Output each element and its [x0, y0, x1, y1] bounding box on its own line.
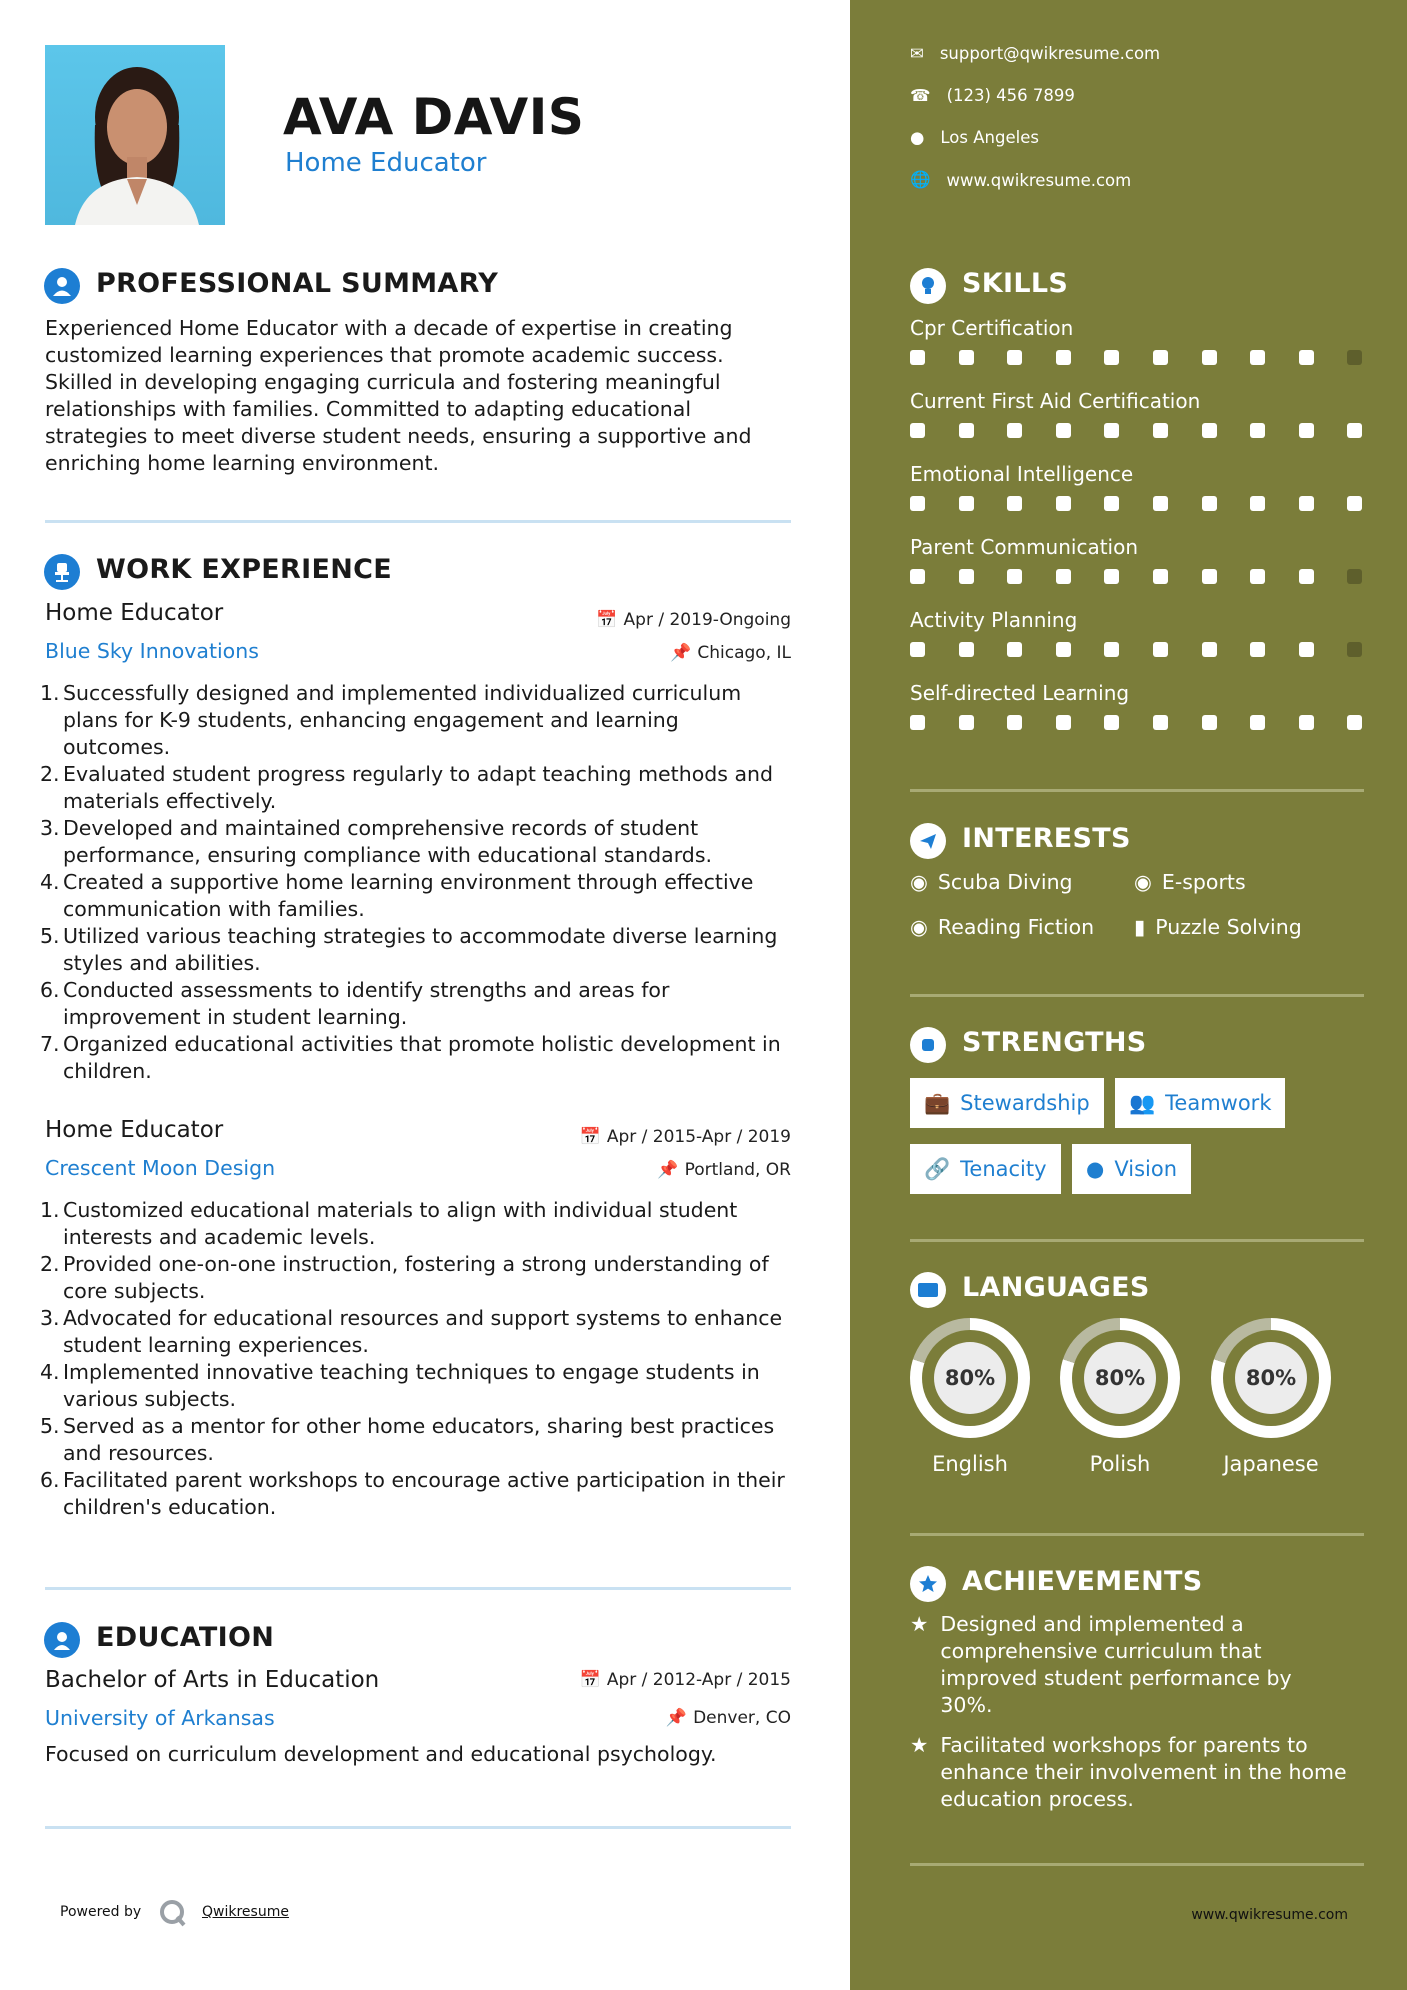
- interest-item: [910, 915, 1094, 939]
- school: University of Arkansas: [45, 1706, 275, 1730]
- divider: [910, 789, 1364, 792]
- responsibility-text: Advocated for educational resources and support systems to enhance student learning experiences.: [63, 1306, 783, 1357]
- divider: [910, 1533, 1364, 1536]
- language-item: [910, 1318, 1030, 1476]
- location-text: Los Angeles: [940, 128, 1039, 147]
- rating-dot: [1007, 496, 1022, 511]
- skill-item: [910, 608, 1370, 681]
- contact-location: [910, 128, 1039, 147]
- rating-dot: [910, 569, 925, 584]
- book-icon: ▮: [1134, 915, 1146, 939]
- responsibility-text: Developed and maintained comprehensive records of student performance, ensuring compliance with educational standards.: [63, 816, 713, 867]
- responsibility-item: [40, 1197, 790, 1251]
- strength-label: Vision: [1114, 1157, 1177, 1181]
- job-dates-text: Apr / 2015-Apr / 2019: [606, 1127, 791, 1147]
- rating-dot: [1104, 715, 1119, 730]
- achievement-item: [910, 1732, 1350, 1813]
- item-number: 2.: [40, 1252, 60, 1276]
- rating-dot: [910, 642, 925, 657]
- responsibility-item: [40, 923, 790, 977]
- rating-dot: [959, 423, 974, 438]
- phone-icon: ☎: [910, 86, 931, 105]
- rating-dot: [1007, 715, 1022, 730]
- envelope-icon: ✉: [910, 44, 924, 63]
- job-location: [670, 643, 791, 663]
- candidate-name: AVA DAVIS: [283, 88, 585, 146]
- summary-heading: PROFESSIONAL SUMMARY: [96, 268, 499, 299]
- rating-dot: [1202, 569, 1217, 584]
- rating-dot: [1299, 642, 1314, 657]
- language-item: [1060, 1318, 1180, 1476]
- summary-text: Experienced Home Educator with a decade of expertise in creating customized learning experiences that promote academic success. Skilled in developing engaging curricula and fostering meaningful relationships with families. Committed to adapting educational strategies to meet diverse student needs, ensuring a supportive and enriching home learning environment.: [45, 316, 752, 475]
- job-location: [657, 1160, 791, 1180]
- education-heading: EDUCATION: [96, 1622, 275, 1653]
- rating-dot: [1347, 496, 1362, 511]
- skill-rating: [910, 642, 1370, 657]
- rating-dot: [1153, 350, 1168, 365]
- rating-dot: [1202, 496, 1217, 511]
- divider: [910, 994, 1364, 997]
- pin-icon: 📌: [670, 643, 692, 663]
- rating-dot: [1202, 423, 1217, 438]
- item-number: 4.: [40, 1360, 60, 1384]
- skill-name: Cpr Certification: [910, 316, 1074, 340]
- responsibility-text: Served as a mentor for other home educators, sharing best practices and resources.: [63, 1414, 775, 1465]
- skill-rating: [910, 350, 1370, 365]
- calendar-icon: 📅: [579, 1670, 601, 1690]
- interests-heading: INTERESTS: [962, 823, 1131, 854]
- language-percent: 80%: [934, 1342, 1006, 1414]
- rating-dot: [1153, 642, 1168, 657]
- rating-dot: [1104, 350, 1119, 365]
- profile-photo: [45, 45, 225, 225]
- rating-dot: [1250, 715, 1265, 730]
- rating-dot: [1250, 569, 1265, 584]
- skill-item: [910, 462, 1370, 535]
- skill-item: [910, 389, 1370, 462]
- job-dates: [580, 1127, 791, 1147]
- rating-dot: [910, 350, 925, 365]
- strength-label: Stewardship: [960, 1091, 1090, 1115]
- powered-by: Powered by: [60, 1904, 142, 1920]
- job-location-text: Portland, OR: [684, 1160, 791, 1180]
- link-icon: 🔗: [924, 1156, 951, 1181]
- education-location: [666, 1708, 791, 1728]
- rating-dot: [910, 423, 925, 438]
- job-location-text: Chicago, IL: [697, 643, 791, 663]
- language-ring: [1060, 1318, 1180, 1438]
- work-heading: WORK EXPERIENCE: [96, 554, 392, 585]
- rating-dot: [1299, 715, 1314, 730]
- achievement-text: Facilitated workshops for parents to enhance their involvement in the home education process.: [940, 1733, 1347, 1811]
- responsibility-item: [40, 815, 790, 869]
- item-number: 1.: [40, 1198, 60, 1222]
- language-percent: 80%: [1084, 1342, 1156, 1414]
- rating-dot: [1056, 642, 1071, 657]
- rating-dot: [1153, 569, 1168, 584]
- rating-dot: [1104, 423, 1119, 438]
- job-dates-text: Apr / 2019-Ongoing: [623, 610, 791, 630]
- qwikresume-logo-icon: [158, 1898, 188, 1932]
- office-chair-icon: [44, 554, 80, 590]
- strength-label: Tenacity: [960, 1157, 1047, 1181]
- rating-dot: [1250, 496, 1265, 511]
- phone-text: (123) 456 7899: [946, 86, 1075, 105]
- education-dates: [580, 1670, 791, 1690]
- interest-label: Scuba Diving: [937, 870, 1073, 894]
- responsibility-text: Conducted assessments to identify strengths and areas for improvement in student learning.: [63, 978, 670, 1029]
- rating-dot: [1202, 715, 1217, 730]
- paper-plane-icon: [910, 823, 946, 859]
- achievement-text: Designed and implemented a comprehensive curriculum that improved student performance by 30%.: [940, 1612, 1292, 1717]
- sidebar: [850, 0, 1407, 1990]
- skill-rating: [910, 569, 1370, 584]
- interest-label: E-sports: [1161, 870, 1246, 894]
- interest-item: [910, 870, 1073, 894]
- rating-dot: [1007, 569, 1022, 584]
- job-title: Home Educator: [45, 600, 224, 626]
- website-text: www.qwikresume.com: [946, 170, 1132, 190]
- rating-dot: [1347, 569, 1362, 584]
- rating-dot: [1153, 715, 1168, 730]
- pin-icon: 📌: [657, 1160, 679, 1180]
- job-dates: [596, 610, 791, 630]
- responsibility-item: [40, 977, 790, 1031]
- rating-dot: [1056, 350, 1071, 365]
- rating-dot: [1056, 496, 1071, 511]
- rating-dot: [959, 642, 974, 657]
- item-number: 2.: [40, 762, 60, 786]
- contact-website[interactable]: [910, 170, 1131, 190]
- education-location-text: Denver, CO: [693, 1708, 791, 1728]
- responsibility-item: [40, 680, 790, 761]
- rating-dot: [1007, 642, 1022, 657]
- skill-name: Self-directed Learning: [910, 681, 1130, 705]
- education-text: Focused on curriculum development and educational psychology.: [45, 1742, 717, 1766]
- responsibility-item: [40, 1359, 790, 1413]
- star-icon: ★: [910, 1612, 929, 1636]
- rating-dot: [1347, 642, 1362, 657]
- email-text: support@qwikresume.com: [939, 44, 1161, 63]
- rating-dot: [959, 715, 974, 730]
- language-item: [1211, 1318, 1331, 1476]
- contact-email[interactable]: [910, 44, 1160, 63]
- qwikresume-link[interactable]: Qwikresume: [202, 1904, 289, 1920]
- lifebuoy-icon: ◉: [1134, 870, 1152, 894]
- achievement-item: [910, 1611, 1350, 1719]
- rating-dot: [1250, 642, 1265, 657]
- item-number: 6.: [40, 978, 60, 1002]
- star-badge-icon: [910, 1566, 946, 1602]
- fist-icon: [910, 1027, 946, 1063]
- users-icon: 👥: [1129, 1090, 1156, 1115]
- lightbulb-icon: [910, 268, 946, 304]
- responsibility-text: Successfully designed and implemented individualized curriculum plans for K-9 students, enhancing engagement and learning outcomes.: [63, 681, 742, 759]
- map-marker-icon: ●: [910, 128, 925, 147]
- interest-label: Reading Fiction: [937, 915, 1095, 939]
- skill-name: Current First Aid Certification: [910, 389, 1201, 413]
- job-company: Blue Sky Innovations: [45, 639, 259, 663]
- rating-dot: [959, 350, 974, 365]
- achievements-heading: ACHIEVEMENTS: [962, 1566, 1203, 1597]
- responsibility-item: [40, 869, 790, 923]
- rating-dot: [1299, 496, 1314, 511]
- rating-dot: [1347, 715, 1362, 730]
- divider: [910, 1239, 1364, 1242]
- skills-heading: SKILLS: [962, 268, 1069, 299]
- rating-dot: [1104, 496, 1119, 511]
- item-number: 5.: [40, 924, 60, 948]
- responsibility-text: Evaluated student progress regularly to adapt teaching methods and materials effectively.: [63, 762, 774, 813]
- divider: [45, 520, 791, 523]
- lifebuoy-icon: ◉: [910, 870, 928, 894]
- item-number: 1.: [40, 681, 60, 705]
- strengths-heading: STRENGTHS: [962, 1027, 1147, 1058]
- job-responsibilities: [40, 680, 790, 1085]
- item-number: 4.: [40, 870, 60, 894]
- job-company: Crescent Moon Design: [45, 1156, 276, 1180]
- skill-item: [910, 681, 1370, 754]
- skill-name: Parent Communication: [910, 535, 1139, 559]
- responsibility-item: [40, 1251, 790, 1305]
- contact-phone[interactable]: [910, 86, 1075, 105]
- rating-dot: [959, 496, 974, 511]
- rating-dot: [1347, 423, 1362, 438]
- responsibility-text: Customized educational materials to align with individual student interests and academic levels.: [63, 1198, 738, 1249]
- footer-url[interactable]: www.qwikresume.com: [1191, 1907, 1348, 1923]
- rating-dot: [1202, 642, 1217, 657]
- responsibility-item: [40, 1031, 790, 1085]
- strength-badge: [1115, 1078, 1285, 1128]
- skill-item: [910, 535, 1370, 608]
- language-percent: 80%: [1235, 1342, 1307, 1414]
- skill-name: Emotional Intelligence: [910, 462, 1134, 486]
- rating-dot: [959, 569, 974, 584]
- degree: Bachelor of Arts in Education: [45, 1667, 380, 1693]
- interest-label: Puzzle Solving: [1155, 915, 1302, 939]
- language-name: Polish: [1089, 1452, 1151, 1476]
- language-name: English: [932, 1452, 1008, 1476]
- globe-icon: 🌐: [910, 170, 931, 189]
- job-responsibilities: [40, 1197, 790, 1521]
- responsibility-text: Facilitated parent workshops to encourage active participation in their children's education.: [63, 1468, 785, 1519]
- divider: [45, 1587, 791, 1590]
- interest-item: [1134, 915, 1302, 939]
- item-number: 6.: [40, 1468, 60, 1492]
- divider: [45, 1826, 791, 1829]
- rating-dot: [910, 715, 925, 730]
- skill-rating: [910, 423, 1370, 438]
- rating-dot: [1299, 569, 1314, 584]
- responsibility-item: [40, 761, 790, 815]
- responsibility-item: [40, 1413, 790, 1467]
- pin-icon: 📌: [665, 1708, 688, 1728]
- responsibility-text: Provided one-on-one instruction, fostering a strong understanding of core subjects.: [63, 1252, 769, 1303]
- rating-dot: [1153, 496, 1168, 511]
- item-number: 3.: [40, 816, 60, 840]
- language-icon: [910, 1272, 946, 1308]
- item-number: 5.: [40, 1414, 60, 1438]
- rating-dot: [1299, 350, 1314, 365]
- rating-dot: [1250, 423, 1265, 438]
- star-icon: ★: [910, 1733, 929, 1757]
- language-ring: [1211, 1318, 1331, 1438]
- calendar-icon: 📅: [596, 610, 618, 630]
- responsibility-text: Implemented innovative teaching techniques to engage students in various subjects.: [63, 1360, 760, 1411]
- rating-dot: [910, 496, 925, 511]
- rating-dot: [1347, 350, 1362, 365]
- rating-dot: [1250, 350, 1265, 365]
- education-dates-text: Apr / 2012-Apr / 2015: [606, 1670, 791, 1690]
- responsibility-text: Created a supportive home learning environment through effective communication with families.: [63, 870, 754, 921]
- candidate-title: Home Educator: [285, 148, 487, 178]
- user-icon: [44, 268, 80, 304]
- rating-dot: [1104, 569, 1119, 584]
- skill-item: [910, 316, 1370, 389]
- rating-dot: [1056, 715, 1071, 730]
- rating-dot: [1007, 350, 1022, 365]
- rating-dot: [1007, 423, 1022, 438]
- language-name: Japanese: [1223, 1452, 1319, 1476]
- rating-dot: [1056, 569, 1071, 584]
- strength-badge: [910, 1078, 1104, 1128]
- skill-rating: [910, 715, 1370, 730]
- divider: [910, 1863, 1364, 1866]
- rating-dot: [1153, 423, 1168, 438]
- rating-dot: [1202, 350, 1217, 365]
- skill-name: Activity Planning: [910, 608, 1078, 632]
- interest-item: [1134, 870, 1246, 894]
- responsibility-text: Utilized various teaching strategies to accommodate diverse learning styles and abilities.: [63, 924, 778, 975]
- job-title: Home Educator: [45, 1117, 224, 1143]
- calendar-icon: 📅: [579, 1127, 601, 1147]
- gamepad-icon: ◉: [910, 915, 928, 939]
- strength-label: Teamwork: [1165, 1091, 1272, 1115]
- responsibility-text: Organized educational activities that promote holistic development in children.: [63, 1032, 781, 1083]
- briefcase-icon: 💼: [924, 1090, 951, 1115]
- language-ring: [910, 1318, 1030, 1438]
- languages-heading: LANGUAGES: [962, 1272, 1150, 1303]
- strength-badge: [1072, 1144, 1191, 1194]
- responsibility-item: [40, 1305, 790, 1359]
- rating-dot: [1056, 423, 1071, 438]
- item-number: 7.: [40, 1032, 60, 1056]
- rating-dot: [1104, 642, 1119, 657]
- rating-dot: [1299, 423, 1314, 438]
- skills-list: [910, 316, 1370, 754]
- binoculars-icon: ●: [1086, 1157, 1105, 1181]
- responsibility-item: [40, 1467, 790, 1521]
- skill-rating: [910, 496, 1370, 511]
- graduate-icon: [44, 1622, 80, 1658]
- strength-badge: [910, 1144, 1061, 1194]
- item-number: 3.: [40, 1306, 60, 1330]
